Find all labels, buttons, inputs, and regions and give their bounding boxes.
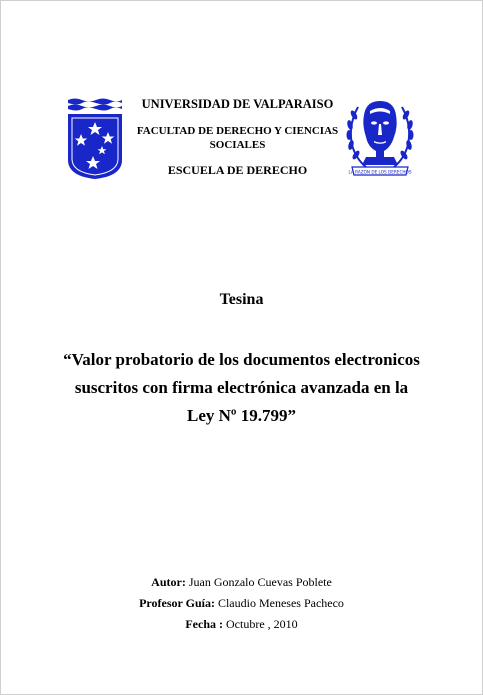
advisor-line — [0, 596, 483, 611]
document-type-label: Tesina — [219, 291, 264, 308]
author-line — [0, 575, 483, 590]
faculty-medallion-icon — [344, 97, 416, 179]
date-value: Octubre , 2010 — [223, 617, 298, 631]
date-label: Fecha : — [185, 617, 223, 631]
author-value: Juan Gonzalo Cuevas Poblete — [185, 575, 332, 589]
author-label: Autor: — [151, 575, 186, 589]
date-line — [0, 617, 483, 632]
school-name: ESCUELA DE DERECHO — [167, 163, 308, 177]
advisor-label: Profesor Guía: — [139, 596, 215, 610]
thesis-title-line-2: suscritos con firma electrónica avanzada en la — [74, 378, 409, 397]
university-name: UNIVERSIDAD DE VALPARAISO — [141, 97, 334, 111]
faculty-line-2: SOCIALES — [209, 139, 266, 151]
faculty-line-1: FACULTAD DE DERECHO Y CIENCIAS — [136, 125, 339, 137]
faculty-name — [130, 124, 345, 152]
thesis-title-line-1: “Valor probatorio de los documentos electronicos — [63, 350, 420, 369]
thesis-title-line-3: Ley Nº 19.799” — [186, 406, 297, 425]
thesis-title — [40, 346, 443, 430]
advisor-value: Claudio Meneses Pacheco — [214, 596, 344, 610]
medallion-banner-text: LA RAZON DE LOS DERECHOS — [348, 169, 412, 175]
university-shield-icon — [66, 96, 124, 180]
